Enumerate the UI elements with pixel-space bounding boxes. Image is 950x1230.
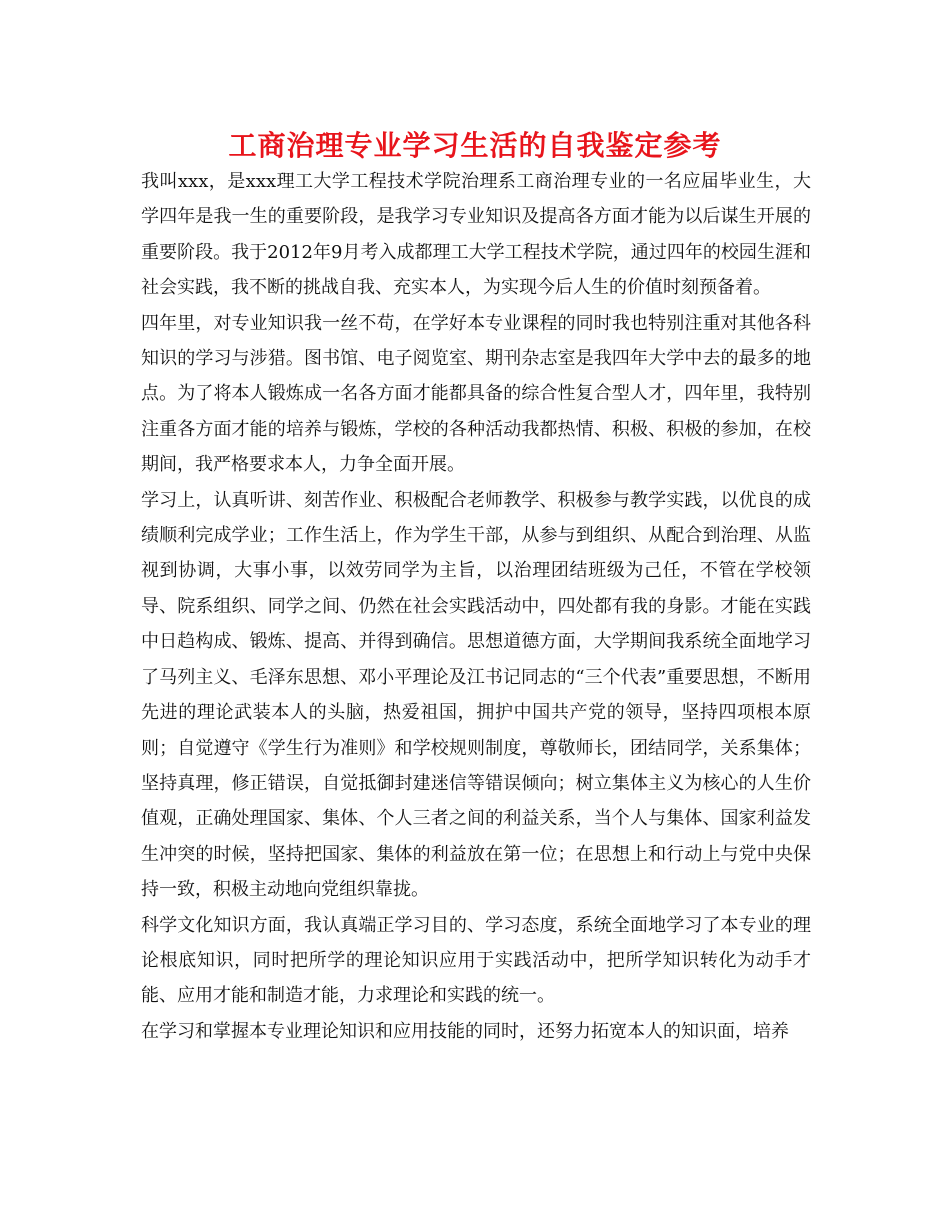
paragraph-broaden-knowledge: 在学习和掌握本专业理论知识和应用技能的同时，还努力拓宽本人的知识面，培养 bbox=[141, 1020, 789, 1042]
paragraph-four-years: 四年里，对专业知识我一丝不苟，在学好本专业课程的同时我也特别注重对其他各科知识的学习与涉猎。图书馆、电子阅览室、期刊杂志室是我四年大学中去的最多的地点。为了将本人锻炼成一名各方面才能都具备的综合性复合型人才，四年里，我特别注重各方面才能的培养与锻炼，学校的各种活动我都热情、积极、积极的参加，在校期间，我严格要求本人，力争全面开展。 bbox=[141, 312, 811, 476]
document-body bbox=[141, 164, 811, 1049]
paragraph-intro: 我叫xxx，是xxx理工大学工程技术学院治理系工商治理专业的一名应届毕业生，大学四年是我一生的重要阶段，是我学习专业知识及提高各方面才能为以后谋生开展的重要阶段。我于2012年9月考入成都理工大学工程技术学院，通过四年的校园生涯和社会实践，我不断的挑战自我、充实本人，为实现今后人生的价值时刻预备着。 bbox=[141, 171, 811, 299]
paragraph-study-and-work: 学习上，认真听讲、刻苦作业、积极配合老师教学、积极参与教学实践，以优良的成绩顺利完成学业；工作生活上，作为学生干部，从参与到组织、从配合到治理、从监视到协调，大事小事，以效劳同学为主旨，以治理团结班级为己任，不管在学校领导、院系组织、同学之间、仍然在社会实践活动中，四处都有我的身影。才能在实践中日趋构成、锻炼、提高、并得到确信。思想道德方面，大学期间我系统全面地学习了马列主义、毛泽东思想、邓小平理论及江书记同志的“三个代表”重要思想，不断用先进的理论武装本人的头脑，热爱祖国，拥护中国共产党的领导，坚持四项根本原则；自觉遵守《学生行为准则》和学校规则制度，尊敬师长，团结同学，关系集体；坚持真理，修正错误，自觉抵御封建迷信等错误倾向；树立集体主义为核心的人生价值观，正确处理国家、集体、个人三者之间的利益关系，当个人与集体、国家利益发生冲突的时候，坚持把国家、集体的利益放在第一位；在思想上和行动上与党中央保持一致，积极主动地向党组织靠拢。 bbox=[141, 489, 811, 901]
document-title: 工商治理专业学习生活的自我鉴定参考 bbox=[228, 129, 722, 162]
paragraph-science-knowledge: 科学文化知识方面，我认真端正学习目的、学习态度，系统全面地学习了本专业的理论根底知识，同时把所学的理论知识应用于实践活动中，把所学知识转化为动手才能、应用才能和制造才能，力求理论和实践的统一。 bbox=[141, 914, 811, 1007]
